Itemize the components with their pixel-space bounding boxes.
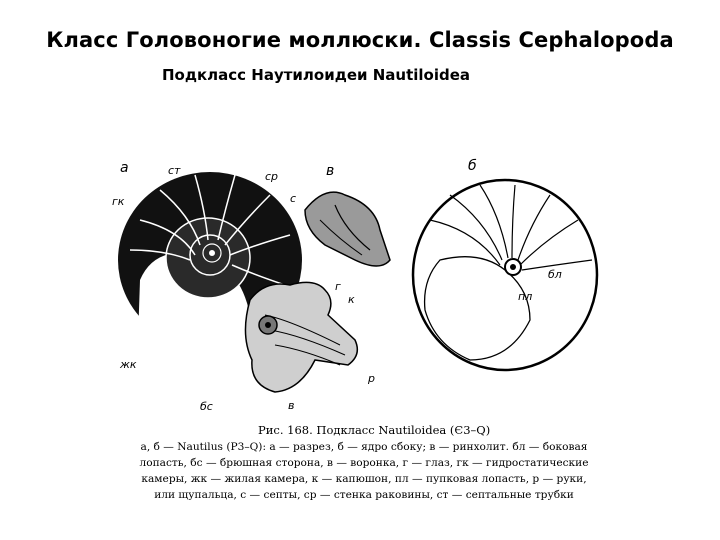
- caption-line: или щупальца, с — септы, ср — стенка раковины, ст — септальные трубки: [154, 489, 574, 501]
- nautilus-figure: [100, 150, 640, 412]
- label-st: ст: [168, 164, 181, 177]
- caption-line: а, б — Nautilus (Р3–Q): а — разрез, б — ядро сбоку; в — ринхолит. бл — боковая: [140, 441, 588, 453]
- label-a: а: [120, 160, 129, 176]
- label-v-top: в: [326, 163, 335, 179]
- figure-caption-body: [104, 439, 624, 503]
- page-subtitle: Подкласс Наутилоидеи Nautiloidea: [162, 66, 471, 84]
- label-r: р: [368, 372, 375, 385]
- label-s: с: [290, 192, 297, 205]
- label-sr: ср: [265, 170, 279, 183]
- label-k: к: [348, 293, 355, 306]
- nautilus-body: [245, 282, 357, 392]
- page-title: Класс Головоногие моллюски. Classis Cephalopoda: [46, 28, 674, 52]
- caption-line: камеры, жк — жилая камера, к — капюшон, пл — пупковая лопасть, р — руки,: [141, 473, 587, 485]
- figure-caption-title: Рис. 168. Подкласс Nautiloidea (Є3–Q): [258, 423, 491, 437]
- label-gk: гк: [112, 195, 125, 208]
- label-v-bottom: в: [288, 399, 295, 412]
- label-b: б: [468, 158, 477, 174]
- shell-side-b: [413, 180, 597, 370]
- label-bs: бс: [200, 400, 213, 412]
- rhyncholite-figure: [305, 192, 390, 266]
- caption-line: лопасть, бс — брюшная сторона, в — воронка, г — глаз, гк — гидростатические: [139, 457, 589, 469]
- label-zhk: жк: [120, 358, 137, 371]
- label-g: г: [335, 280, 341, 293]
- nautilus-illustration: [100, 150, 640, 412]
- label-bl: бл: [548, 268, 562, 281]
- label-pl: пл: [518, 290, 533, 303]
